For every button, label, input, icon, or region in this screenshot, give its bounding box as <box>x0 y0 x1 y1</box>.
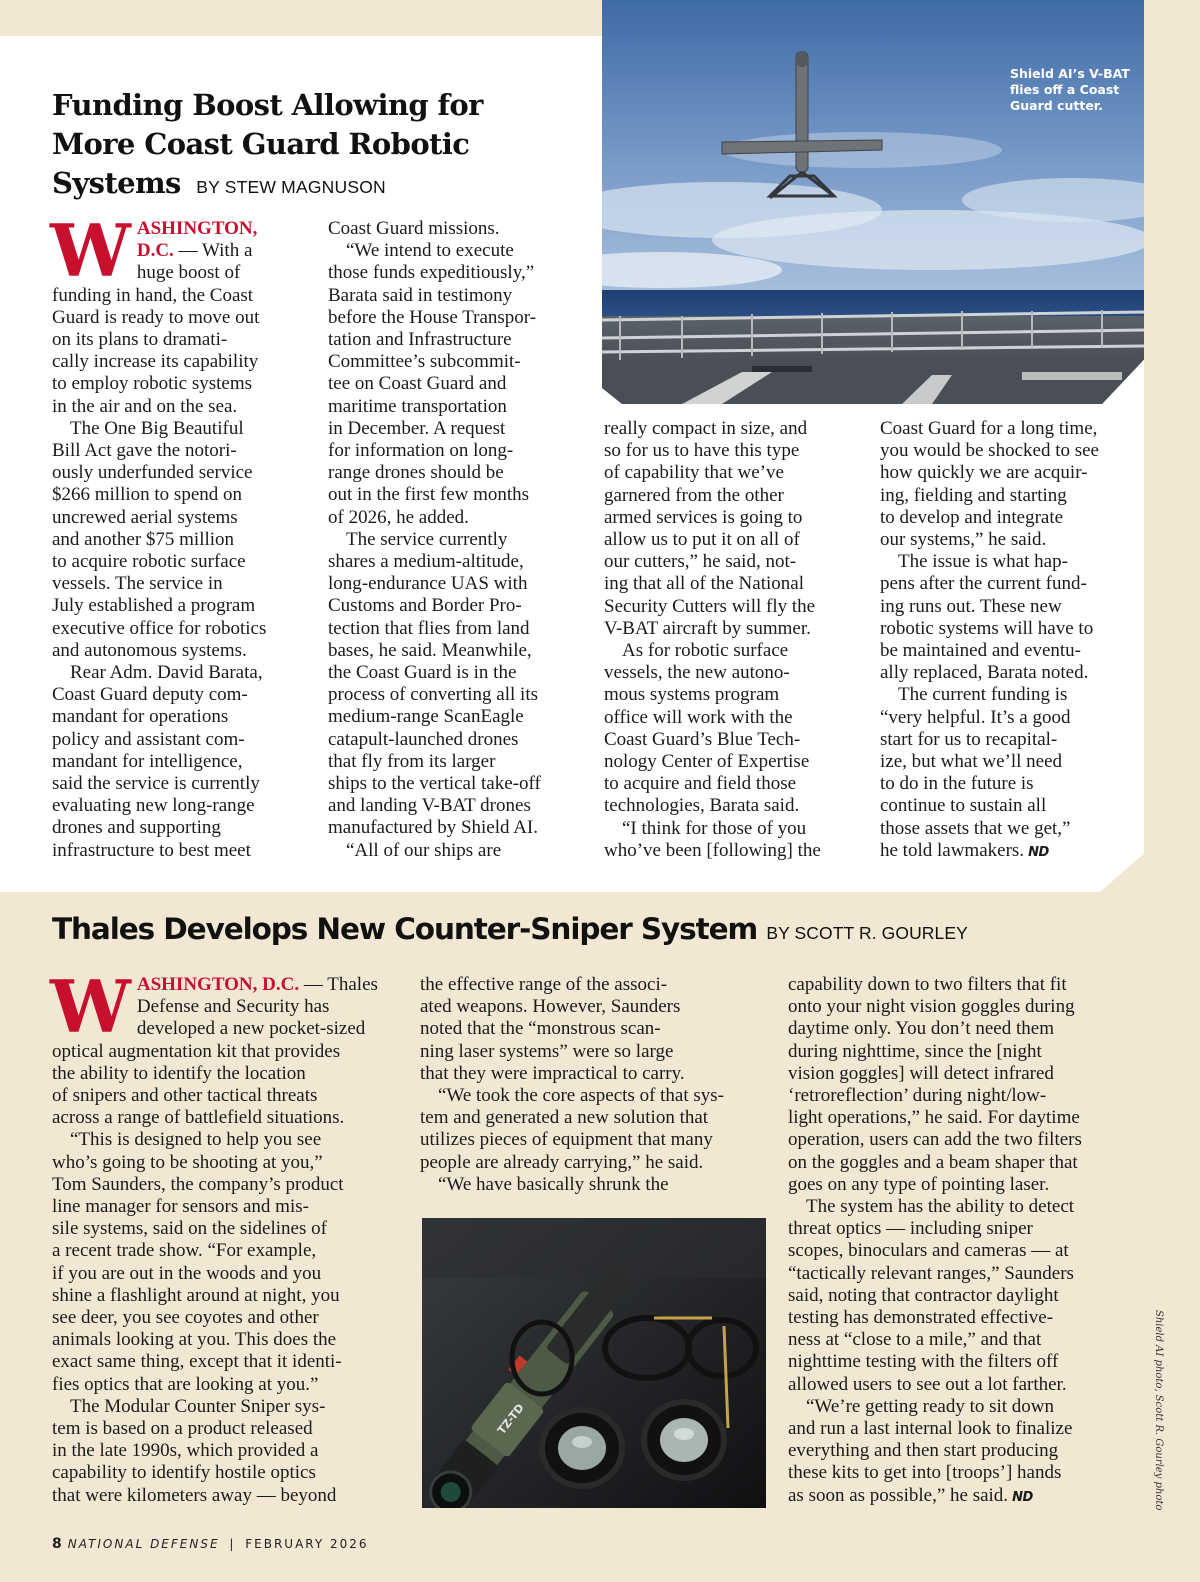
page-footer <box>52 1536 369 1552</box>
text-line: mous systems program <box>604 684 780 706</box>
text-line: on its plans to dramati- <box>52 329 228 351</box>
text-line: evaluating new long-range <box>52 795 255 817</box>
text-line: in the air and on the sea. <box>52 395 238 417</box>
text-line: of 2026, he added. <box>328 506 469 528</box>
text-line: line manager for sensors and mis- <box>52 1196 309 1218</box>
magazine-name: NATIONAL DEFENSE <box>67 1537 220 1551</box>
text-line: armed services is going to <box>604 506 803 528</box>
article1-col2 <box>328 218 590 862</box>
text-line: ing that all of the National <box>604 573 804 595</box>
text-line: ing runs out. These new <box>880 595 1062 617</box>
text-line: and landing V-BAT drones <box>328 795 531 817</box>
text-line: cally increase its capability <box>52 351 259 373</box>
footer-separator: | <box>229 1537 236 1551</box>
text-line: ‘retroreflection’ during night/low- <box>788 1085 1047 1107</box>
article2-byline: BY SCOTT R. GOURLEY <box>766 923 968 943</box>
text-line: tem and generated a new solution that <box>420 1107 709 1129</box>
end-mark: ND <box>1008 1489 1033 1505</box>
text-line: and another $75 million <box>52 528 235 550</box>
lead-in-cont: D.C. <box>136 240 174 262</box>
text-line: The One Big Beautiful <box>70 417 244 439</box>
text-line: “We took the core aspects of that sys- <box>438 1085 725 1107</box>
text-line: The system has the ability to detect <box>806 1196 1075 1218</box>
text-line: be maintained and eventu- <box>880 640 1082 662</box>
vbat-photo <box>602 0 1144 404</box>
lead-in: ASHINGTON, <box>136 218 258 239</box>
text-line: that fly from its larger <box>328 750 496 772</box>
text-line: in the late 1990s, which provided a <box>52 1440 319 1462</box>
text-run: — Thales <box>299 974 378 995</box>
article2-col1 <box>50 964 402 1507</box>
text-line: Committee’s subcommit- <box>328 351 521 373</box>
text-line: mandant for intelligence, <box>52 750 243 772</box>
text-line: the effective range of the associ- <box>420 974 668 995</box>
text-line: huge boost of <box>136 262 241 284</box>
text-line: technologies, Barata said. <box>604 795 800 817</box>
text-line: Coast Guard missions. <box>328 218 500 239</box>
text-line: manufactured by Shield AI. <box>328 817 539 839</box>
text-line: “We’re getting ready to sit down <box>806 1395 1055 1417</box>
article2-col1-rest <box>52 1041 402 1507</box>
text-line: you would be shocked to see <box>880 440 1099 462</box>
text-line: how quickly we are acquir- <box>880 462 1088 484</box>
text-line: ships to the vertical take-off <box>328 773 541 795</box>
text-line: to acquire robotic surface <box>52 551 246 573</box>
text-line: said, noting that contractor daylight <box>788 1284 1059 1306</box>
headline-text: Funding Boost Allowing for More Coast Guard Robotic Systems <box>52 88 483 200</box>
text-line: who’s going to be shooting at you,” <box>52 1151 323 1173</box>
issue-date: FEBRUARY 2026 <box>245 1537 369 1551</box>
text-line: for information on long- <box>328 440 514 462</box>
text-line: in December. A request <box>328 417 506 439</box>
text-line: capability down to two filters that fit <box>788 974 1067 995</box>
text-line: Security Cutters will fly the <box>604 595 816 617</box>
text-line: the ability to identify the location <box>52 1062 306 1084</box>
lead-in: ASHINGTON, D.C. <box>136 974 300 995</box>
text-line: testing has demonstrated effective- <box>788 1307 1054 1329</box>
text-line: allow us to put it on all of <box>604 529 800 551</box>
text-line: see deer, you see coyotes and other <box>52 1307 319 1329</box>
text-line: of snipers and other tactical threats <box>52 1085 318 1107</box>
photo-credit-text: Shield AI photo, Scott R. Gourley photo <box>1153 1310 1164 1511</box>
text-line: “We intend to execute <box>346 240 514 262</box>
text-line: Barata said in testimony <box>328 284 513 306</box>
text-line: threat optics — including sniper <box>788 1218 1033 1240</box>
text-line: utilizes pieces of equipment that many <box>420 1129 713 1151</box>
text-line: Defense and Security has <box>136 996 330 1018</box>
text-line: ated weapons. However, Saunders <box>420 996 681 1018</box>
text-line: that they were impractical to carry. <box>420 1062 685 1084</box>
text-line: everything and then start producing <box>788 1440 1059 1462</box>
text-line: these kits to get into [troops’] hands <box>788 1462 1062 1484</box>
text-line: “All of our ships are <box>346 839 502 861</box>
text-line: our cutters,” he said, not- <box>604 551 797 573</box>
text-line: V-BAT aircraft by summer. <box>604 617 811 639</box>
text-line: daytime only. You don’t need them <box>788 1018 1054 1040</box>
text-line: shares a medium-altitude, <box>328 551 524 573</box>
text-line: continue to sustain all <box>880 795 1047 817</box>
text-line: said the service is currently <box>52 773 260 795</box>
text-line: before the House Transpor- <box>328 306 537 328</box>
article1-headline <box>52 86 572 207</box>
text-line: nology Center of Expertise <box>604 751 810 773</box>
text-line: infrastructure to best meet <box>52 839 251 861</box>
article1-col4 <box>880 418 1142 864</box>
text-line: July established a program <box>52 595 256 617</box>
text-line: he told lawmakers. ND <box>880 839 1049 861</box>
text-line: ness at “close to a mile,” and that <box>788 1329 1042 1351</box>
text-line: a recent trade show. “For example, <box>52 1240 317 1262</box>
text-line: shine a flashlight around at night, you <box>52 1284 340 1306</box>
text-line: Bill Act gave the notori- <box>52 440 237 462</box>
text-line: who’ve been [following] the <box>604 839 821 861</box>
text-line: “very helpful. It’s a good <box>880 706 1071 728</box>
text-line: The Modular Counter Sniper sys- <box>70 1395 326 1417</box>
text-line: fies optics that are looking at you.” <box>52 1373 319 1395</box>
counter-sniper-kit-photo <box>422 1218 766 1508</box>
text-line: nighttime testing with the filters off <box>788 1351 1059 1373</box>
text-line: onto your night vision goggles during <box>788 996 1075 1018</box>
text-line: Rear Adm. David Barata, <box>70 662 263 684</box>
text-line: to employ robotic systems <box>52 373 253 395</box>
text-line: garnered from the other <box>604 484 784 506</box>
text-line: $266 million to spend on <box>52 484 242 506</box>
text-line: tee on Coast Guard and <box>328 373 507 395</box>
text-line: robotic systems will have to <box>880 617 1094 639</box>
text-line: “This is designed to help you see <box>70 1129 322 1151</box>
text-line: tation and Infrastructure <box>328 329 512 351</box>
photo-credit <box>1148 1310 1178 1516</box>
dropcap: W <box>50 964 131 1049</box>
dropcap: W <box>50 208 131 293</box>
text-line: Coast Guard for a long time, <box>880 418 1098 439</box>
text-line: As for robotic surface <box>622 640 789 662</box>
text-line: light operations,” he said. For daytime <box>788 1107 1080 1129</box>
text-line: capability to identify hostile optics <box>52 1462 316 1484</box>
text-line: pens after the current fund- <box>880 573 1087 595</box>
text-line: Customs and Border Pro- <box>328 595 522 617</box>
text-line: funding in hand, the Coast <box>52 284 254 306</box>
text-line: scopes, binoculars and cameras — at <box>788 1240 1069 1262</box>
text-line: executive office for robotics <box>52 617 267 639</box>
text-line: medium-range ScanEagle <box>328 706 524 728</box>
text-line: on the goggles and a beam shaper that <box>788 1151 1078 1173</box>
text-line: ously underfunded service <box>52 462 253 484</box>
text-line: policy and assistant com- <box>52 728 245 750</box>
text-line: The current funding is <box>898 684 1068 706</box>
text-line: tem is based on a product released <box>52 1418 313 1440</box>
text-line: during nighttime, since the [night <box>788 1040 1042 1062</box>
text-line: allowed users to see out a lot farther. <box>788 1373 1067 1395</box>
article1-byline: BY STEW MAGNUSON <box>196 177 386 197</box>
end-mark: ND <box>1024 844 1049 860</box>
text-line: across a range of battlefield situations. <box>52 1107 345 1129</box>
text-line: mandant for operations <box>52 706 229 728</box>
text-line: vessels, the new autono- <box>604 662 790 684</box>
page-number: 8 <box>52 1536 62 1552</box>
text-line: out in the first few months <box>328 484 530 506</box>
text-line: and run a last internal look to finalize <box>788 1418 1073 1440</box>
text-line: drones and supporting <box>52 817 221 839</box>
text-line: “tactically relevant ranges,” Saunders <box>788 1262 1074 1284</box>
text-line: long-endurance UAS with <box>328 573 528 595</box>
text-line: “We have basically shrunk the <box>438 1173 669 1195</box>
photo-caption: Shield AI’s V-BAT flies off a Coast Guard cutter. <box>1010 66 1130 113</box>
text-line: Guard is ready to move out <box>52 306 260 328</box>
text-line: tection that flies from land <box>328 617 530 639</box>
text-line: people are already carrying,” he said. <box>420 1151 704 1173</box>
text-line: exact same thing, except that it identi- <box>52 1351 342 1373</box>
text-line: really compact in size, and <box>604 418 808 439</box>
text-line: maritime transportation <box>328 395 507 417</box>
text-line: of capability that we’ve <box>604 462 784 484</box>
text-line: Tom Saunders, the company’s product <box>52 1173 344 1195</box>
text-line: vessels. The service in <box>52 573 223 595</box>
text-line: start for us to recapital- <box>880 728 1058 750</box>
article2-col2 <box>420 974 770 1196</box>
text-line: as soon as possible,” he said. ND <box>788 1484 1033 1506</box>
text-line: to acquire and field those <box>604 773 797 795</box>
text-line: those assets that we get,” <box>880 817 1071 839</box>
text-line: The service currently <box>346 528 508 550</box>
text-line: bases, he said. Meanwhile, <box>328 639 532 661</box>
text-line: Coast Guard’s Blue Tech- <box>604 728 801 750</box>
article2-headline <box>52 912 1152 946</box>
text-run: — With a <box>173 240 253 262</box>
text-line: developed a new pocket-sized <box>136 1018 366 1040</box>
article2-col3 <box>788 974 1138 1509</box>
text-line: process of converting all its <box>328 684 539 706</box>
text-line: Coast Guard deputy com- <box>52 684 248 706</box>
text-line: sile systems, said on the sidelines of <box>52 1218 327 1240</box>
text-line: The issue is what hap- <box>898 551 1068 573</box>
text-line: that were kilometers away — beyond <box>52 1484 337 1506</box>
text-line: the Coast Guard is in the <box>328 662 517 684</box>
text-line: uncrewed aerial systems <box>52 506 238 528</box>
text-line: vision goggles] will detect infrared <box>788 1062 1054 1084</box>
text-line: goes on any type of pointing laser. <box>788 1173 1050 1195</box>
text-line: if you are out in the woods and you <box>52 1262 322 1284</box>
article1-col1 <box>50 208 314 862</box>
text-line: to do in the future is <box>880 773 1034 795</box>
text-line: ning laser systems” were so large <box>420 1040 674 1062</box>
text-line: ize, but what we’ll need <box>880 751 1063 773</box>
article1-col1-rest <box>52 285 314 862</box>
text-line: so for us to have this type <box>604 440 800 462</box>
article1-col3 <box>604 418 866 862</box>
text-line: range drones should be <box>328 462 504 484</box>
text-line: animals looking at you. This does the <box>52 1329 337 1351</box>
headline-text: Thales Develops New Counter-Sniper System <box>52 912 758 946</box>
text-line: ing, fielding and starting <box>880 484 1067 506</box>
text-line: noted that the “monstrous scan- <box>420 1018 661 1040</box>
text-line: “I think for those of you <box>622 817 807 839</box>
text-line: those funds expeditiously,” <box>328 262 535 284</box>
text-line: operation, users can add the two filters <box>788 1129 1082 1151</box>
text-line: ally replaced, Barata noted. <box>880 662 1089 684</box>
text-line: catapult-launched drones <box>328 728 519 750</box>
text-line: office will work with the <box>604 706 793 728</box>
text-line: our systems,” he said. <box>880 529 1047 551</box>
scope-marking: TZ-TD <box>494 1401 527 1437</box>
text-line: optical augmentation kit that provides <box>52 1040 341 1062</box>
text-line: to develop and integrate <box>880 506 1064 528</box>
text-line: and autonomous systems. <box>52 639 247 661</box>
